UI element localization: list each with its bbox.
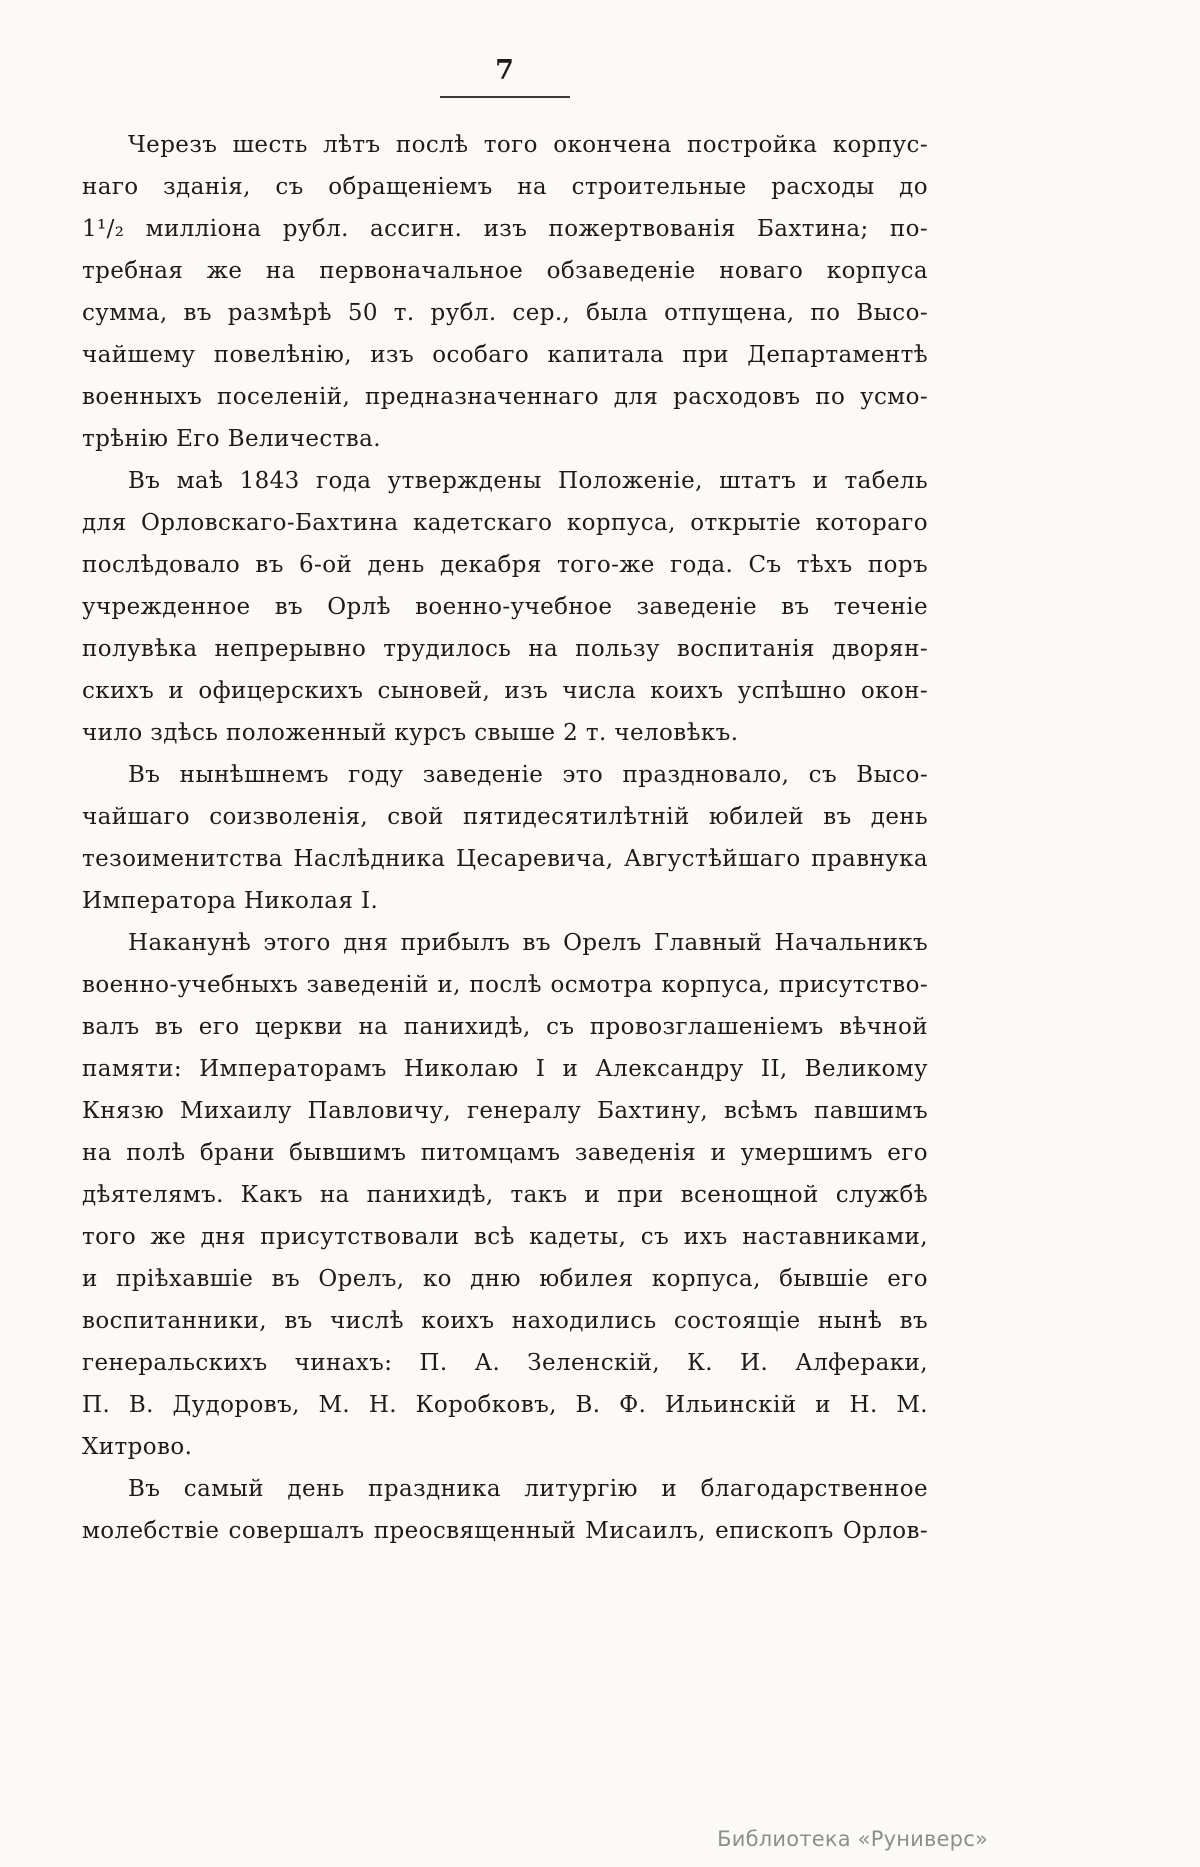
text-line: Хитрово.	[82, 1434, 193, 1460]
text-line: на полѣ брани бывшимъ питомцамъ заведенія и умершимъ его	[82, 1140, 928, 1166]
text-line: тезоименитства Наслѣдника Цесаревича, Августѣйшаго правнука	[82, 846, 928, 872]
library-watermark: Библиотека «Руниверс»	[717, 1827, 988, 1851]
paragraph	[82, 922, 928, 1468]
paragraph	[82, 754, 928, 922]
text-line: чайшаго соизволенія, свой пятидесятилѣтній юбилей въ день	[82, 804, 928, 830]
page-number-rule	[440, 96, 570, 98]
text-line: требная же на первоначальное обзаведеніе новаго корпуса	[82, 258, 928, 284]
paragraph	[82, 124, 928, 460]
text-line: чайшему повелѣнію, изъ особаго капитала при Департаментѣ	[82, 342, 928, 368]
text-line: и пріѣхавшіе въ Орелъ, ко дню юбилея корпуса, бывшіе его	[82, 1266, 928, 1292]
text-line: наго зданія, съ обращеніемъ на строительные расходы до	[82, 174, 928, 200]
text-line: Въ маѣ 1843 года утверждены Положеніе, штатъ и табель	[128, 468, 928, 494]
text-line: трѣнію Его Величества.	[82, 426, 381, 452]
paragraph	[82, 1468, 928, 1552]
page-header	[82, 0, 928, 98]
text-line: полувѣка непрерывно трудилось на пользу воспитанія дворян-	[82, 636, 928, 662]
text-line: валъ въ его церкви на панихидѣ, съ провозглашеніемъ вѣчной	[82, 1014, 928, 1040]
text-line: воспитанники, въ числѣ коихъ находились состоящіе нынѣ въ	[82, 1308, 928, 1334]
text-line: чило здѣсь положенный курсъ свыше 2 т. человѣкъ.	[82, 720, 739, 746]
text-line: молебствіе совершалъ преосвященный Мисаилъ, епископъ Орлов-	[82, 1518, 928, 1544]
text-line: Въ самый день праздника литургію и благодарственное	[128, 1476, 928, 1502]
text-line: П. В. Дудоровъ, М. Н. Коробковъ, В. Ф. Ильинскій и Н. М.	[82, 1392, 928, 1418]
text-line: сумма, въ размѣрѣ 50 т. рубл. сер., была отпущена, по Высо-	[82, 300, 928, 326]
text-line: послѣдовало въ 6-ой день декабря того-же года. Съ тѣхъ поръ	[82, 552, 928, 578]
text-line: Князю Михаилу Павловичу, генералу Бахтину, всѣмъ павшимъ	[82, 1098, 928, 1124]
text-line: дѣятелямъ. Какъ на панихидѣ, такъ и при всенощной службѣ	[82, 1182, 928, 1208]
text-line: генеральскихъ чинахъ: П. А. Зеленскій, К. И. Алфераки,	[82, 1350, 928, 1376]
text-line: для Орловскаго-Бахтина кадетскаго корпуса, открытіе котораго	[82, 510, 928, 536]
text-line: Въ нынѣшнемъ году заведеніе это праздновало, съ Высо-	[128, 762, 928, 788]
text-line: Наканунѣ этого дня прибылъ въ Орелъ Главный Начальникъ	[128, 930, 928, 956]
text-line: учрежденное въ Орлѣ военно-учебное заведеніе въ теченіе	[82, 594, 928, 620]
text-line: того же дня присутствовали всѣ кадеты, съ ихъ наставниками,	[82, 1224, 928, 1250]
text-line: Черезъ шесть лѣтъ послѣ того окончена постройка корпус-	[128, 132, 928, 158]
text-line: 1¹/₂ милліона рубл. ассигн. изъ пожертвованія Бахтина; по-	[82, 216, 928, 242]
page-number: 7	[495, 55, 515, 86]
paragraph	[82, 460, 928, 754]
text-line: памяти: Императорамъ Николаю I и Александру II, Великому	[82, 1056, 928, 1082]
text-line: военныхъ поселеній, предназначеннаго для расходовъ по усмо-	[82, 384, 928, 410]
page-text	[82, 124, 928, 1552]
text-line: военно-учебныхъ заведеній и, послѣ осмотра корпуса, присутство-	[82, 972, 928, 998]
book-page	[82, 0, 928, 1552]
text-line: Императора Николая I.	[82, 888, 379, 914]
text-line: скихъ и офицерскихъ сыновей, изъ числа коихъ успѣшно окон-	[82, 678, 928, 704]
